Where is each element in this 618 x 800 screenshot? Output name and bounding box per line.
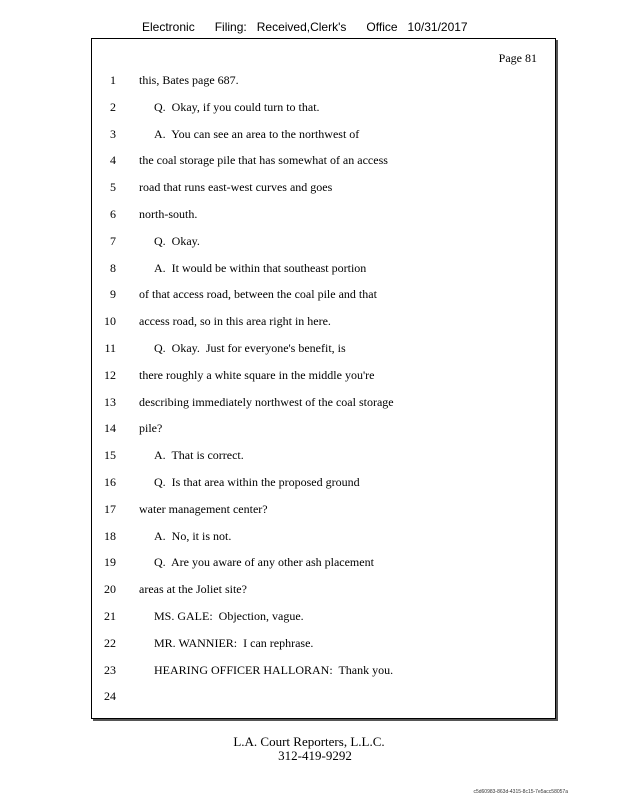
line-number: 13 <box>104 395 116 409</box>
stamp-electronic: Electronic <box>142 20 195 34</box>
page-number: Page 81 <box>498 51 537 65</box>
line-number: 15 <box>104 448 116 462</box>
line-text: HEARING OFFICER HALLORAN: Thank you. <box>154 663 394 677</box>
transcript-page <box>91 38 556 719</box>
line-number: 14 <box>104 421 116 435</box>
line-number: 4 <box>110 153 116 167</box>
line-text: describing immediately northwest of the coal storage <box>139 395 394 409</box>
line-text: pile? <box>139 421 163 435</box>
footer-company: L.A. Court Reporters, L.L.C. <box>233 734 385 749</box>
line-number: 20 <box>104 582 116 596</box>
line-number: 17 <box>104 502 116 516</box>
line-text: water management center? <box>139 502 268 516</box>
line-number: 24 <box>104 689 116 703</box>
line-number: 7 <box>110 234 116 248</box>
line-text: Q. Is that area within the proposed ground <box>154 475 360 489</box>
document-hash: c5d60983-863d-4315-8c15-7e5acc58057a <box>473 789 568 795</box>
line-number: 1 <box>110 73 116 87</box>
line-number: 19 <box>104 555 116 569</box>
line-number: 23 <box>104 663 116 677</box>
line-text: A. You can see an area to the northwest of <box>154 127 360 141</box>
footer-phone: 312-419-9292 <box>278 748 352 763</box>
line-text: this, Bates page 687. <box>139 73 239 87</box>
line-text: areas at the Joliet site? <box>139 582 247 596</box>
line-number: 9 <box>110 287 116 301</box>
stamp-filing: Filing: <box>214 20 247 34</box>
line-text: A. That is correct. <box>154 448 244 462</box>
line-text: Q. Okay. Just for everyone's benefit, is <box>154 341 346 355</box>
line-number: 21 <box>104 609 116 623</box>
filing-stamp <box>142 20 468 34</box>
line-number: 10 <box>104 314 116 328</box>
line-number: 8 <box>110 261 116 275</box>
line-text: the coal storage pile that has somewhat of an access <box>139 153 388 167</box>
stamp-office: Office <box>366 20 398 34</box>
line-text: access road, so in this area right in here. <box>139 314 331 328</box>
line-text: north-south. <box>139 207 198 221</box>
line-number: 5 <box>110 180 116 194</box>
line-number: 18 <box>104 529 116 543</box>
line-text: A. It would be within that southeast portion <box>154 261 367 275</box>
line-number: 12 <box>104 368 116 382</box>
line-number: 6 <box>110 207 116 221</box>
stamp-received: Received,Clerk's <box>256 20 347 34</box>
line-text: Q. Are you aware of any other ash placement <box>154 555 374 569</box>
line-number: 2 <box>110 100 116 114</box>
line-text: MR. WANNIER: I can rephrase. <box>154 636 314 650</box>
line-text: A. No, it is not. <box>154 529 232 543</box>
line-number: 22 <box>104 636 116 650</box>
line-text: Q. Okay. <box>154 234 200 248</box>
line-number: 11 <box>104 341 116 355</box>
line-text: MS. GALE: Objection, vague. <box>154 609 304 623</box>
line-text: there roughly a white square in the middle you're <box>139 368 375 382</box>
stamp-date: 10/31/2017 <box>407 20 468 34</box>
line-number: 3 <box>110 127 116 141</box>
line-text: of that access road, between the coal pile and that <box>139 287 377 301</box>
line-text: Q. Okay, if you could turn to that. <box>154 100 320 114</box>
line-text: road that runs east-west curves and goes <box>139 180 333 194</box>
line-number: 16 <box>104 475 116 489</box>
